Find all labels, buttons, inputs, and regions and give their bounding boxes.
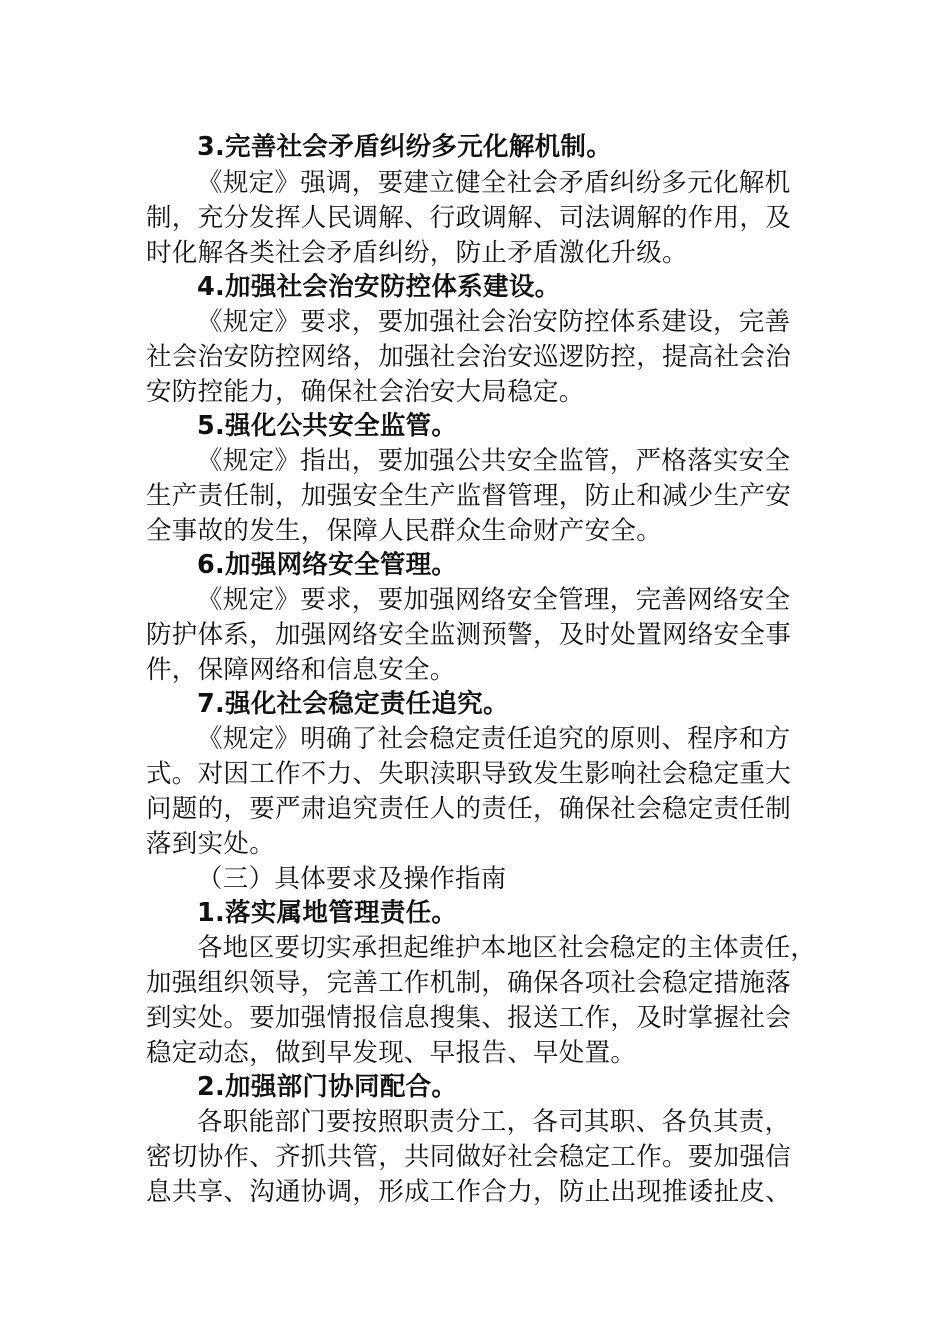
paragraph-line: 各职能部门要按照职责分工，各司其职、各负其责， bbox=[197, 1107, 791, 1137]
paragraph-line: 防护体系，加强网络安全监测预警，及时处置网络安全事 bbox=[146, 620, 792, 650]
paragraph-line: 《规定》要求，要加强社会治安防控体系建设，完善 bbox=[197, 307, 791, 337]
paragraph-line: 时化解各类社会矛盾纠纷，防止矛盾激化升级。 bbox=[146, 238, 688, 268]
paragraph-line: 《规定》强调，要建立健全社会矛盾纠纷多元化解机 bbox=[197, 168, 791, 198]
paragraph-line: 生产责任制，加强安全生产监督管理，防止和减少生产安 bbox=[146, 481, 792, 511]
paragraph-line: 制，充分发挥人民调解、行政调解、司法调解的作用，及 bbox=[146, 203, 792, 233]
paragraph-line: 到实处。要加强情报信息搜集、报送工作，及时掌握社会 bbox=[146, 1003, 792, 1033]
paragraph-line: 件，保障网络和信息安全。 bbox=[146, 655, 456, 685]
section-heading: 3.完善社会矛盾纠纷多元化解机制。 bbox=[197, 132, 613, 162]
paragraph-line: 全事故的发生，保障人民群众生命财产安全。 bbox=[146, 516, 663, 546]
subsection-title: （三）具体要求及操作指南 bbox=[197, 864, 507, 894]
paragraph-line: 社会治安防控网络，加强社会治安巡逻防控，提高社会治 bbox=[146, 342, 792, 372]
section-heading: 6.加强网络安全管理。 bbox=[197, 550, 458, 580]
paragraph-line: 《规定》要求，要加强网络安全管理，完善网络安全 bbox=[197, 585, 791, 615]
section-heading: 5.强化公共安全监管。 bbox=[197, 411, 458, 441]
paragraph-line: 落到实处。 bbox=[146, 829, 276, 859]
section-heading: 1.落实属地管理责任。 bbox=[197, 898, 458, 928]
paragraph-line: 加强组织领导，完善工作机制，确保各项社会稳定措施落 bbox=[146, 968, 792, 998]
paragraph-line: 息共享、沟通协调，形成工作合力，防止出现推诿扯皮、 bbox=[146, 1177, 792, 1207]
paragraph-line: 稳定动态，做到早发现、早报告、早处置。 bbox=[146, 1038, 637, 1068]
paragraph-line: 密切协作、齐抓共管，共同做好社会稳定工作。要加强信 bbox=[146, 1142, 792, 1172]
paragraph-line: 式。对因工作不力、失职渎职导致发生影响社会稳定重大 bbox=[146, 759, 792, 789]
paragraph-line: 安防控能力，确保社会治安大局稳定。 bbox=[146, 377, 585, 407]
section-heading: 2.加强部门协同配合。 bbox=[197, 1072, 458, 1102]
section-heading: 4.加强社会治安防控体系建设。 bbox=[197, 272, 561, 302]
paragraph-line: 《规定》明确了社会稳定责任追究的原则、程序和方 bbox=[197, 724, 791, 754]
paragraph-line: 问题的，要严肃追究责任人的责任，确保社会稳定责任制 bbox=[146, 794, 792, 824]
paragraph-line: 《规定》指出，要加强公共安全监管，严格落实安全 bbox=[197, 446, 791, 476]
paragraph-line: 各地区要切实承担起维护本地区社会稳定的主体责任， bbox=[197, 933, 817, 963]
section-heading: 7.强化社会稳定责任追究。 bbox=[197, 689, 509, 719]
